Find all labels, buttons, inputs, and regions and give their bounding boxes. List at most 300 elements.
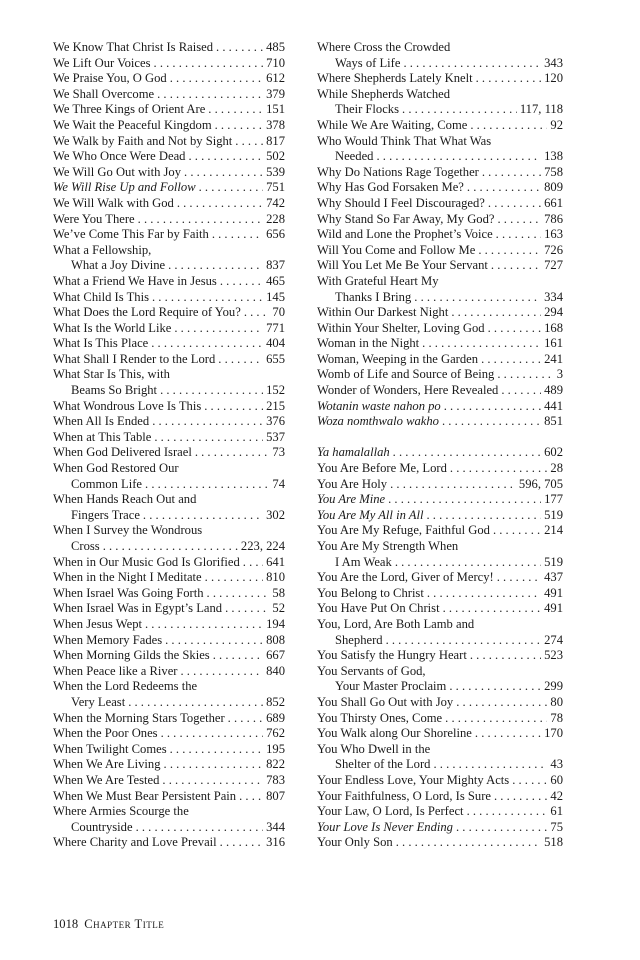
- index-entry: [53, 180, 285, 196]
- dot-leader: [154, 430, 263, 446]
- entry-title: When Peace like a River: [53, 663, 178, 678]
- dot-leader: [488, 196, 541, 212]
- entry-title: When Morning Gilds the Skies: [53, 648, 210, 663]
- dot-leader: [488, 321, 542, 337]
- index-entry: [317, 601, 563, 617]
- index-entry: [53, 492, 285, 508]
- dot-leader: [478, 243, 541, 259]
- dot-leader: [386, 633, 542, 649]
- index-entry: [317, 321, 563, 337]
- index-entry: [317, 523, 563, 539]
- dot-leader: [475, 726, 541, 742]
- dot-leader: [456, 695, 547, 711]
- entry-title: We Who Once Were Dead: [53, 149, 186, 164]
- entry-page-number: 138: [544, 149, 563, 164]
- dot-leader: [162, 773, 263, 789]
- index-entry: [53, 149, 285, 165]
- index-entry: [317, 414, 563, 430]
- entry-title: We Lift Our Voices: [53, 55, 151, 70]
- index-entry: [53, 165, 285, 181]
- index-entry: [317, 383, 563, 399]
- index-entry: [53, 820, 285, 836]
- entry-title: We’ve Come This Far by Faith: [53, 227, 209, 242]
- index-entry: [317, 757, 563, 773]
- dot-leader: [467, 180, 541, 196]
- dot-leader: [220, 835, 263, 851]
- index-entry: [317, 258, 563, 274]
- entry-title: When in the Night I Meditate: [53, 570, 202, 585]
- dot-leader: [157, 87, 263, 103]
- entry-title: You Thirsty Ones, Come: [317, 710, 443, 725]
- dot-leader: [136, 820, 264, 836]
- entry-page-number: 120: [544, 71, 563, 86]
- entry-title: When We Are Tested: [53, 772, 160, 787]
- index-entry: [53, 539, 285, 555]
- entry-page-number: 274: [544, 632, 563, 647]
- entry-page-number: 518: [544, 835, 563, 850]
- index-entry: [53, 367, 285, 383]
- dot-leader: [213, 648, 263, 664]
- entry-page-number: 817: [266, 133, 285, 148]
- entry-title: Your Endless Love, Your Mighty Acts: [317, 772, 510, 787]
- entry-page-number: 376: [266, 414, 285, 429]
- index-entry: [53, 461, 285, 477]
- dot-leader: [426, 508, 541, 524]
- index-entry: [317, 352, 563, 368]
- left-index-column: [53, 40, 285, 851]
- entry-page-number: 596, 705: [518, 476, 563, 491]
- dot-leader: [151, 336, 263, 352]
- entry-title: You Servants of God,: [317, 663, 426, 678]
- entry-page-number: 214: [544, 523, 563, 538]
- dot-leader: [451, 305, 541, 321]
- dot-leader: [220, 274, 263, 290]
- dot-leader: [496, 227, 541, 243]
- entry-title: When Israel Was in Egypt’s Land: [53, 601, 223, 616]
- entry-page-number: 661: [544, 195, 563, 210]
- index-entry: [317, 539, 563, 555]
- index-entry: [317, 726, 563, 742]
- index-entry: [53, 523, 285, 539]
- index-entry: [317, 227, 563, 243]
- dot-leader: [422, 336, 541, 352]
- dot-leader: [216, 40, 263, 56]
- dot-leader: [476, 71, 541, 87]
- index-entry: [317, 71, 563, 87]
- index-entry: [53, 212, 285, 228]
- entry-page-number: 710: [266, 55, 285, 70]
- entry-title: What Shall I Render to the Lord: [53, 351, 216, 366]
- entry-title: You Are Mine: [317, 492, 386, 507]
- entry-title: When God Delivered Israel: [53, 445, 192, 460]
- index-entry: [317, 87, 563, 103]
- entry-title: Where Charity and Love Prevail: [53, 835, 217, 850]
- entry-page-number: 655: [266, 351, 285, 366]
- entry-page-number: 404: [266, 336, 285, 351]
- entry-title: Wonder of Wonders, Here Revealed: [317, 383, 499, 398]
- index-entry: [317, 648, 563, 664]
- entry-page-number: 195: [266, 741, 285, 756]
- entry-title: Thanks I Bring: [335, 289, 412, 304]
- entry-title: Wotanin waste nahon po: [317, 398, 441, 413]
- index-entry: [53, 336, 285, 352]
- entry-title: We Shall Overcome: [53, 86, 155, 101]
- entry-title: What Does the Lord Require of You?: [53, 305, 241, 320]
- dot-leader: [244, 305, 270, 321]
- entry-title: When Israel Was Going Forth: [53, 585, 204, 600]
- index-entry: [317, 508, 563, 524]
- entry-page-number: 612: [266, 71, 285, 86]
- dot-leader: [497, 367, 553, 383]
- index-entry: [317, 492, 563, 508]
- index-entry: [53, 352, 285, 368]
- index-entry: [53, 570, 285, 586]
- entry-page-number: 163: [544, 227, 563, 242]
- entry-page-number: 302: [266, 507, 285, 522]
- page-number: 1018: [53, 917, 79, 931]
- dot-leader: [170, 71, 263, 87]
- dot-leader: [152, 290, 263, 306]
- entry-title: Why Has God Forsaken Me?: [317, 180, 464, 195]
- dot-leader: [497, 570, 541, 586]
- dot-leader: [482, 165, 541, 181]
- index-entry: [53, 243, 285, 259]
- dot-leader: [177, 196, 263, 212]
- entry-title: Within Your Shelter, Loving God: [317, 320, 485, 335]
- entry-page-number: 75: [550, 819, 563, 834]
- index-entry: [317, 789, 563, 805]
- dot-leader: [154, 56, 264, 72]
- dot-leader: [215, 118, 263, 134]
- entry-page-number: 299: [544, 679, 563, 694]
- entry-title: What Star Is This, with: [53, 367, 170, 382]
- dot-leader: [442, 414, 541, 430]
- dot-leader: [493, 523, 541, 539]
- dot-leader: [450, 461, 548, 477]
- entry-page-number: 437: [544, 570, 563, 585]
- index-entry: [53, 773, 285, 789]
- index-entry: [317, 165, 563, 181]
- entry-title: Will You Let Me Be Your Servant: [317, 258, 488, 273]
- entry-page-number: 92: [550, 117, 563, 132]
- dot-leader: [145, 477, 269, 493]
- entry-title: We Will Go Out with Joy: [53, 164, 182, 179]
- dot-leader: [212, 227, 263, 243]
- index-entry: [53, 835, 285, 851]
- index-entry: [317, 695, 563, 711]
- entry-page-number: 42: [550, 788, 563, 803]
- entry-title: We Walk by Faith and Not by Sight: [53, 133, 233, 148]
- index-entry: [53, 445, 285, 461]
- dot-leader: [470, 118, 547, 134]
- entry-title: Needed: [335, 149, 374, 164]
- dot-leader: [402, 102, 517, 118]
- dot-leader: [433, 757, 547, 773]
- index-entry: [53, 118, 285, 134]
- entry-title: We Will Rise Up and Follow: [53, 180, 196, 195]
- entry-title: Woman in the Night: [317, 336, 420, 351]
- entry-page-number: 491: [544, 601, 563, 616]
- dot-leader: [174, 321, 263, 337]
- entry-title: When the Lord Redeems the: [53, 679, 198, 694]
- index-entry: [53, 586, 285, 602]
- entry-title: Ya hamalallah: [317, 445, 390, 460]
- entry-title: Who Would Think That What Was: [317, 133, 492, 148]
- entry-page-number: 73: [272, 445, 285, 460]
- entry-title: Fingers Trace: [71, 507, 140, 522]
- dot-leader: [188, 149, 263, 165]
- dot-leader: [396, 835, 541, 851]
- entry-title: Their Flocks: [335, 102, 400, 117]
- dot-leader: [449, 679, 541, 695]
- entry-page-number: 485: [266, 40, 285, 54]
- entry-title: You Are Holy: [317, 476, 388, 491]
- index-entry: [53, 726, 285, 742]
- index-entry: [317, 336, 563, 352]
- entry-title: We Praise You, O God: [53, 71, 167, 86]
- entry-page-number: 70: [272, 305, 285, 320]
- entry-page-number: 344: [266, 819, 285, 834]
- dot-leader: [128, 695, 263, 711]
- dot-leader: [152, 414, 263, 430]
- index-entry: [317, 570, 563, 586]
- entry-page-number: 3: [556, 367, 563, 382]
- entry-page-number: 822: [266, 757, 285, 772]
- entry-title: We Three Kings of Orient Are: [53, 102, 206, 117]
- entry-page-number: 43: [550, 757, 563, 772]
- entry-title: Were You There: [53, 211, 135, 226]
- index-entry: [53, 399, 285, 415]
- index-entry: [53, 305, 285, 321]
- dot-leader: [388, 492, 541, 508]
- entry-page-number: 28: [550, 461, 563, 476]
- index-entry: [53, 508, 285, 524]
- index-entry: [317, 134, 563, 150]
- index-entry: [317, 664, 563, 680]
- index-entry: [53, 134, 285, 150]
- entry-title: You Are the Lord, Giver of Mercy!: [317, 570, 494, 585]
- dot-leader: [491, 258, 541, 274]
- index-entry: [317, 804, 563, 820]
- dot-leader: [376, 149, 541, 165]
- index-entry: [53, 648, 285, 664]
- dot-leader: [235, 134, 263, 150]
- index-entry: [53, 290, 285, 306]
- index-entry: [317, 118, 563, 134]
- index-entry: [53, 664, 285, 680]
- index-entry: [53, 102, 285, 118]
- entry-title: Common Life: [71, 476, 143, 491]
- entry-page-number: 807: [266, 788, 285, 803]
- entry-title: What Wondrous Love Is This: [53, 398, 202, 413]
- entry-page-number: 837: [266, 258, 285, 273]
- entry-title: Your Faithfulness, O Lord, Is Sure: [317, 788, 491, 803]
- entry-title: Countryside: [71, 819, 133, 834]
- dot-leader: [161, 726, 264, 742]
- entry-page-number: 602: [544, 445, 563, 460]
- index-entry: [317, 586, 563, 602]
- entry-page-number: 808: [266, 632, 285, 647]
- entry-title: We Wait the Peaceful Kingdom: [53, 117, 212, 132]
- entry-title: Ways of Life: [335, 55, 401, 70]
- dot-leader: [467, 804, 548, 820]
- entry-title: Very Least: [71, 694, 126, 709]
- entry-title: When I Survey the Wondrous: [53, 523, 203, 538]
- entry-page-number: 742: [266, 195, 285, 210]
- entry-title: You Are My Refuge, Faithful God: [317, 523, 490, 538]
- dot-leader: [501, 383, 541, 399]
- dot-leader: [170, 742, 263, 758]
- index-entry: [53, 633, 285, 649]
- index-entry: [53, 695, 285, 711]
- entry-title: When the Poor Ones: [53, 726, 158, 741]
- dot-leader: [403, 56, 541, 72]
- index-entry: [317, 477, 563, 493]
- entry-title: What a Fellowship,: [53, 242, 152, 257]
- entry-title: Your Only Son: [317, 835, 393, 850]
- dot-leader: [497, 212, 541, 228]
- entry-title: Where Cross the Crowded: [317, 40, 451, 54]
- index-entry: [53, 71, 285, 87]
- entry-title: Will You Come and Follow Me: [317, 242, 476, 257]
- entry-page-number: 74: [272, 476, 285, 491]
- index-entry: [317, 742, 563, 758]
- entry-page-number: 294: [544, 305, 563, 320]
- index-entry: [317, 835, 563, 851]
- index-entry: [53, 617, 285, 633]
- index-entry: [317, 305, 563, 321]
- entry-title: What Child Is This: [53, 289, 149, 304]
- entry-page-number: 152: [266, 383, 285, 398]
- index-entry: [317, 243, 563, 259]
- entry-title: What a Joy Divine: [71, 258, 166, 273]
- entry-title: Within Our Darkest Night: [317, 305, 449, 320]
- entry-page-number: 840: [266, 663, 285, 678]
- dot-leader: [204, 399, 263, 415]
- page-footer: [53, 917, 164, 932]
- entry-page-number: 343: [544, 55, 563, 70]
- entry-page-number: 223, 224: [240, 539, 285, 553]
- index-entry: [53, 196, 285, 212]
- section-gap: [317, 430, 563, 446]
- index-entry: [53, 804, 285, 820]
- entry-page-number: 523: [544, 648, 563, 663]
- dot-leader: [103, 539, 238, 555]
- index-entry: [53, 789, 285, 805]
- dot-leader: [390, 477, 516, 493]
- entry-title: You Belong to Christ: [317, 585, 424, 600]
- dot-leader: [512, 773, 547, 789]
- entry-page-number: 656: [266, 227, 285, 242]
- index-entry: [317, 40, 563, 56]
- index-entry: [317, 711, 563, 727]
- dot-leader: [143, 508, 263, 524]
- entry-page-number: 334: [544, 289, 563, 304]
- entry-title: While We Are Waiting, Come: [317, 117, 468, 132]
- entry-title: Cross: [71, 539, 100, 553]
- entry-title: Why Stand So Far Away, My God?: [317, 211, 495, 226]
- entry-page-number: 809: [544, 180, 563, 195]
- entry-title: When at This Table: [53, 429, 152, 444]
- entry-title: We Know That Christ Is Raised: [53, 40, 214, 54]
- index-entry: [53, 321, 285, 337]
- entry-title: Woman, Weeping in the Garden: [317, 351, 479, 366]
- dot-leader: [184, 165, 263, 181]
- entry-title: You Shall Go Out with Joy: [317, 694, 454, 709]
- entry-page-number: 441: [544, 398, 563, 413]
- entry-page-number: 168: [544, 320, 563, 335]
- dot-leader: [218, 352, 263, 368]
- entry-title: Beams So Bright: [71, 383, 158, 398]
- dot-leader: [456, 820, 547, 836]
- entry-page-number: 537: [266, 429, 285, 444]
- entry-title: You Walk along Our Shoreline: [317, 726, 472, 741]
- entry-page-number: 771: [266, 320, 285, 335]
- entry-title: You Are My All in All: [317, 507, 424, 522]
- entry-title: Why Do Nations Rage Together: [317, 164, 479, 179]
- entry-page-number: 641: [266, 554, 285, 569]
- index-entry: [53, 227, 285, 243]
- index-entry: [317, 102, 563, 118]
- entry-page-number: 161: [544, 336, 563, 351]
- dot-leader: [160, 383, 263, 399]
- entry-page-number: 177: [544, 492, 563, 507]
- index-entry: [317, 461, 563, 477]
- dot-leader: [494, 789, 547, 805]
- entry-title: You, Lord, Are Both Lamb and: [317, 616, 475, 631]
- dot-leader: [239, 789, 263, 805]
- entry-page-number: 228: [266, 211, 285, 226]
- entry-title: With Grateful Heart My: [317, 273, 439, 288]
- index-entry: [53, 87, 285, 103]
- index-entry: [317, 399, 563, 415]
- dot-leader: [228, 711, 263, 727]
- entry-page-number: 145: [266, 289, 285, 304]
- entry-title: When All Is Ended: [53, 414, 150, 429]
- index-entry: [53, 477, 285, 493]
- index-entry: [317, 555, 563, 571]
- entry-title: You Who Dwell in the: [317, 741, 431, 756]
- index-entry: [317, 149, 563, 165]
- entry-page-number: 489: [544, 383, 563, 398]
- index-entry: [53, 430, 285, 446]
- entry-page-number: 689: [266, 710, 285, 725]
- entry-page-number: 215: [266, 398, 285, 413]
- entry-title: When We Are Living: [53, 757, 161, 772]
- entry-title: Why Should I Feel Discouraged?: [317, 195, 485, 210]
- entry-page-number: 194: [266, 616, 285, 631]
- entry-page-number: 519: [544, 507, 563, 522]
- entry-page-number: 502: [266, 149, 285, 164]
- dot-leader: [199, 180, 264, 196]
- entry-title: While Shepherds Watched: [317, 86, 451, 101]
- dot-leader: [205, 570, 263, 586]
- entry-page-number: 762: [266, 726, 285, 741]
- index-entry: [317, 274, 563, 290]
- entry-page-number: 852: [266, 694, 285, 709]
- entry-title: When God Restored Our: [53, 461, 179, 476]
- entry-page-number: 786: [544, 211, 563, 226]
- entry-title: Your Law, O Lord, Is Perfect: [317, 804, 464, 819]
- entry-title: What Is This Place: [53, 336, 149, 351]
- entry-title: I Am Weak: [335, 554, 392, 569]
- entry-page-number: 60: [550, 772, 563, 787]
- dot-leader: [445, 711, 547, 727]
- entry-page-number: 491: [544, 585, 563, 600]
- index-entry: [317, 367, 563, 383]
- entry-page-number: 241: [544, 351, 563, 366]
- index-entry: [53, 56, 285, 72]
